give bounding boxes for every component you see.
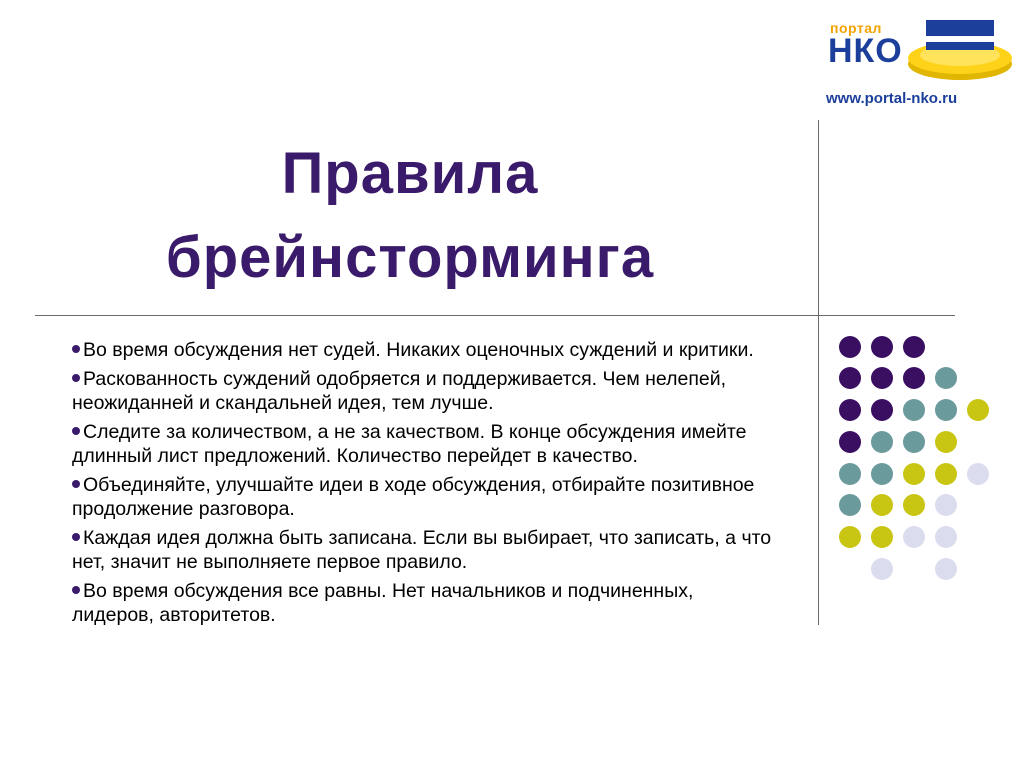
bullet-icon — [72, 427, 80, 435]
decorative-dot — [903, 526, 925, 548]
rule-text: Во время обсуждения все равны. Нет начальников и подчиненных, лидеров, авторитетов. — [72, 579, 694, 626]
decorative-dot — [871, 431, 893, 453]
bullet-icon — [72, 533, 80, 541]
decorative-dot — [903, 463, 925, 485]
decorative-dot — [903, 431, 925, 453]
bullet-icon — [72, 480, 80, 488]
decorative-dot — [935, 558, 957, 580]
rule-text: Каждая идея должна быть записана. Если вы выбирает, что записать, а что нет, значит не выполняете первое правило. — [72, 526, 772, 573]
logo-url-text: www.portal-nko.ru — [826, 90, 958, 107]
decorative-dot — [839, 463, 861, 485]
vertical-divider — [818, 120, 819, 625]
decorative-dot — [839, 399, 861, 421]
slide-title — [60, 132, 760, 300]
decorative-dot — [839, 367, 861, 389]
decorative-dot — [967, 463, 989, 485]
rule-item — [72, 420, 772, 469]
decorative-dot — [967, 399, 989, 421]
decorative-dot — [871, 367, 893, 389]
decorative-dot — [935, 367, 957, 389]
rule-item — [72, 526, 772, 575]
decorative-dot — [871, 399, 893, 421]
decorative-dot — [903, 494, 925, 516]
rule-text: Следите за количеством, а не за качеством. В конце обсуждения имейте длинный лист предложений. Количество перейдет в качество. — [72, 420, 747, 467]
horizontal-divider — [35, 315, 955, 316]
decorative-dot — [839, 431, 861, 453]
decorative-dot — [871, 463, 893, 485]
rule-item — [72, 367, 772, 416]
rule-text: Раскованность суждений одобряется и поддерживается. Чем нелепей, неожиданней и скандальней идея, тем лучше. — [72, 367, 727, 414]
decorative-dot — [935, 431, 957, 453]
decorative-dot — [903, 336, 925, 358]
decorative-dot — [839, 526, 861, 548]
rule-text: Объединяйте, улучшайте идеи в ходе обсуждения, отбирайте позитивное продолжение разговора. — [72, 473, 755, 520]
decorative-dot — [935, 399, 957, 421]
rules-list — [72, 338, 772, 632]
portal-nko-logo[interactable] — [826, 14, 1016, 114]
rule-item — [72, 473, 772, 522]
bullet-icon — [72, 374, 80, 382]
logo-disc-icon — [906, 20, 1014, 88]
decorative-dot — [839, 494, 861, 516]
rule-text: Во время обсуждения нет судей. Никаких оценочных суждений и критики. — [83, 339, 754, 361]
decorative-dot — [903, 367, 925, 389]
title-line-2: брейнсторминга — [165, 225, 655, 290]
bullet-icon — [72, 345, 80, 353]
decorative-dot — [903, 399, 925, 421]
decorative-dot — [871, 336, 893, 358]
decorative-dot — [871, 494, 893, 516]
decorative-dot — [935, 494, 957, 516]
decorative-dot — [935, 526, 957, 548]
decorative-dot — [871, 558, 893, 580]
bullet-icon — [72, 586, 80, 594]
logo-nko-text: НКО — [828, 32, 903, 70]
title-line-1: Правила — [281, 141, 539, 206]
decorative-dot — [839, 336, 861, 358]
decorative-dot — [935, 463, 957, 485]
decorative-dot — [871, 526, 893, 548]
rule-item — [72, 338, 772, 363]
rule-item — [72, 579, 772, 628]
logo-portal-text: портал — [830, 20, 882, 36]
